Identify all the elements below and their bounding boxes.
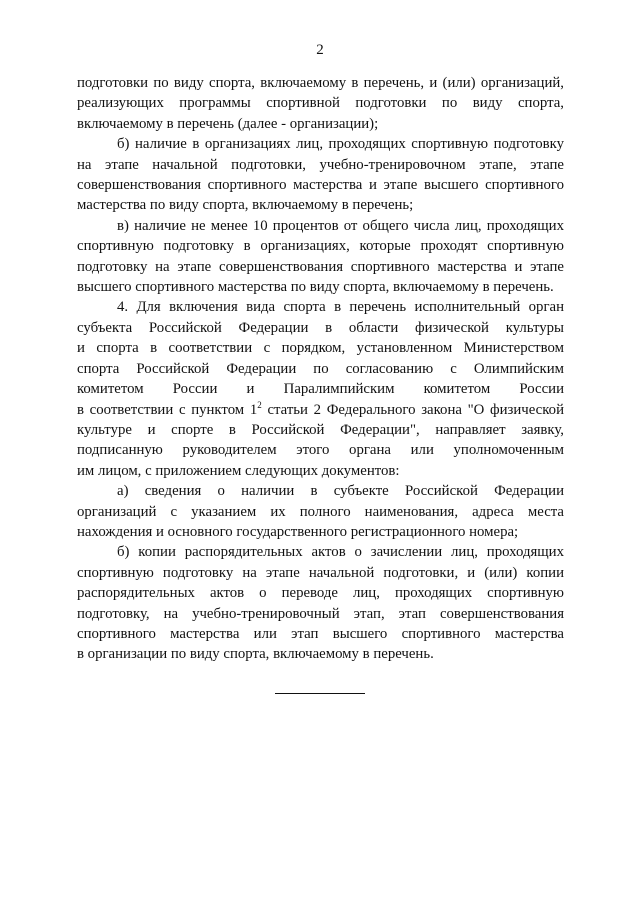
- text-line: подписанную руководителем этого органа или уполномоченным: [77, 442, 564, 459]
- text-line: б) копии распорядительных актов о зачислении лиц, проходящих: [117, 544, 564, 561]
- text-line: а) сведения о наличии в субъекте Российской Федерации: [117, 483, 564, 500]
- text-line: нахождения и основного государственного регистрационного номера;: [77, 523, 519, 540]
- text-line: культуре и спорте в Российской Федерации", направляет заявку,: [77, 421, 564, 438]
- text-line: в организации по виду спорта, включаемому в перечень.: [77, 646, 434, 663]
- paragraph-4: [77, 297, 564, 481]
- text-line: подготовку на этапе совершенствования спортивного мастерства и этапе: [77, 258, 564, 275]
- end-divider: [275, 693, 365, 694]
- text-line: б) наличие в организациях лиц, проходящих спортивную подготовку: [117, 136, 564, 153]
- text-line: спортивную подготовку на этапе начальной подготовки, и (или) копии: [77, 564, 564, 581]
- text-line: спорта Российской Федерации по согласованию с Олимпийским: [77, 360, 564, 377]
- paragraph-b2: [77, 542, 564, 664]
- text-line: совершенствования спортивного мастерства и этапе высшего спортивного: [77, 177, 564, 194]
- text-line: распорядительных актов о переводе лиц, проходящих спортивную: [77, 585, 564, 602]
- text-line: подготовку, на учебно-тренировочный этап, этап совершенствования: [77, 605, 564, 622]
- text-line: высшего спортивного мастерства по виду спорта, включаемому в перечень.: [77, 279, 554, 296]
- text-line: им лицом, с приложением следующих документов:: [77, 462, 400, 479]
- text-line: организаций с указанием их полного наименования, адреса места: [77, 503, 564, 520]
- paragraph-v: [77, 216, 564, 298]
- paragraph-continuation: [77, 73, 564, 134]
- paragraph-b: [77, 134, 564, 216]
- text-line: на этапе начальной подготовки, учебно-тренировочном этапе, этапе: [77, 156, 564, 173]
- text-line: спортивного мастерства или этап высшего спортивного мастерства: [77, 625, 564, 642]
- text-fragment: статьи 2 Федерального закона "О физической: [261, 401, 564, 418]
- text-line: и спорта в соответствии с порядком, установленном Министерством: [77, 340, 564, 357]
- text-line: в) наличие не менее 10 процентов от общего числа лиц, проходящих: [117, 217, 564, 234]
- text-line: 4. Для включения вида спорта в перечень исполнительный орган: [117, 299, 564, 316]
- text-line: субъекта Российской Федерации в области физической культуры: [77, 319, 564, 336]
- paragraph-a: [77, 481, 564, 542]
- page-number: 2: [316, 42, 324, 58]
- text-line: подготовки по виду спорта, включаемому в перечень, и (или) организаций,: [77, 75, 564, 91]
- text-line: включаемому в перечень (далее - организации);: [77, 115, 379, 132]
- text-line: [77, 400, 564, 420]
- document-body: [77, 73, 564, 665]
- reference-superscript: 2: [257, 399, 262, 410]
- text-line: мастерства по виду спорта, включаемому в перечень;: [77, 197, 414, 214]
- text-line: комитетом России и Паралимпийским комитетом России: [77, 381, 564, 398]
- text-fragment: в соответствии с пунктом 1: [77, 401, 258, 418]
- text-line: спортивную подготовку в организациях, которые проходят спортивную: [77, 238, 564, 255]
- text-line: реализующих программы спортивной подготовки по виду спорта,: [77, 95, 564, 112]
